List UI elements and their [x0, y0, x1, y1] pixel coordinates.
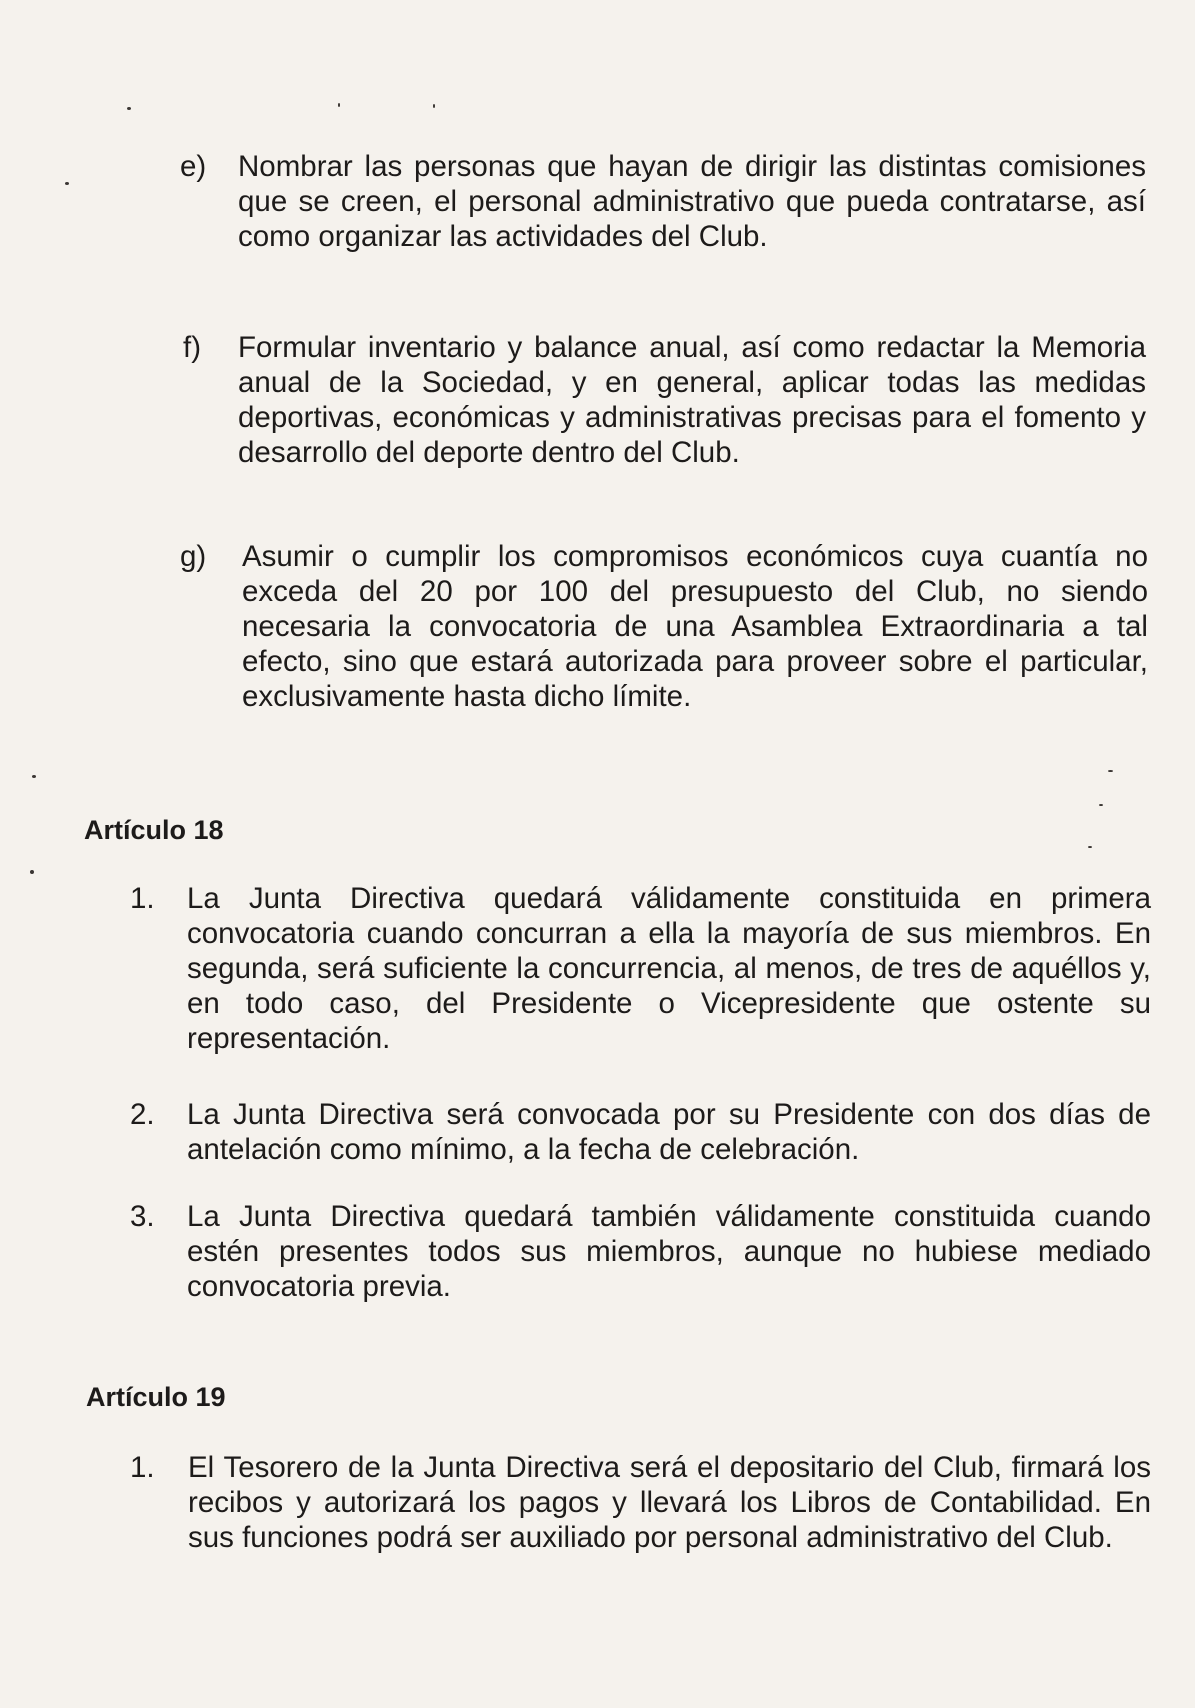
article-19-heading: Artículo 19	[86, 1382, 226, 1412]
item-text: Nombrar las personas que hayan de dirigir las distintas comisiones que se creen, el personal administrativo que pueda contratarse, así como organizar las actividades del Club.	[238, 150, 1146, 253]
scan-speck	[1088, 846, 1092, 848]
item-marker: 1.	[130, 1451, 155, 1484]
item-marker: 2.	[130, 1098, 155, 1131]
scan-speck	[127, 107, 131, 110]
item-text: La Junta Directiva quedará también válidamente constituida cuando estén presentes todos sus miembros, aunque no hubiese mediado convocatoria previa.	[187, 1200, 1151, 1303]
item-text: La Junta Directiva será convocada por su Presidente con dos días de antelación como mínimo, a la fecha de celebración.	[187, 1098, 1151, 1166]
scan-speck	[30, 870, 34, 874]
scan-speck	[32, 775, 36, 778]
scan-speck	[65, 182, 69, 185]
item-marker: 3.	[130, 1200, 155, 1233]
scan-speck	[1099, 804, 1103, 806]
item-marker: 1.	[130, 882, 155, 915]
item-text: El Tesorero de la Junta Directiva será el depositario del Club, firmará los recibos y autorizará los pagos y llevará los Libros de Contabilidad. En sus funciones podrá ser auxiliado por personal administrativo del Club.	[188, 1451, 1151, 1554]
item-marker: g)	[180, 540, 207, 573]
item-text: Formular inventario y balance anual, así como redactar la Memoria anual de la Sociedad, y en general, aplicar todas las medidas deportivas, económicas y administrativas precisas para el fomento y desarrollo del deporte dentro del Club.	[238, 331, 1146, 469]
item-marker: e)	[180, 150, 207, 183]
article-18-heading: Artículo 18	[84, 815, 224, 845]
item-marker: f)	[183, 331, 202, 364]
item-text: La Junta Directiva quedará válidamente constituida en primera convocatoria cuando concurran a ella la mayoría de sus miembros. En segunda, será suficiente la concurrencia, al menos, de tres de aquéllos y, en todo caso, del Presidente o Vicepresidente que ostente su representación.	[187, 882, 1151, 1055]
scan-speck	[1108, 770, 1113, 772]
item-text: Asumir o cumplir los compromisos económicos cuya cuantía no exceda del 20 por 100 del presupuesto del Club, no siendo necesaria la convocatoria de una Asamblea Extraordinaria a tal efecto, sino que estará autorizada para proveer sobre el particular, exclusivamente hasta dicho límite.	[242, 540, 1148, 713]
scan-speck	[338, 103, 340, 107]
scan-speck	[433, 104, 435, 108]
